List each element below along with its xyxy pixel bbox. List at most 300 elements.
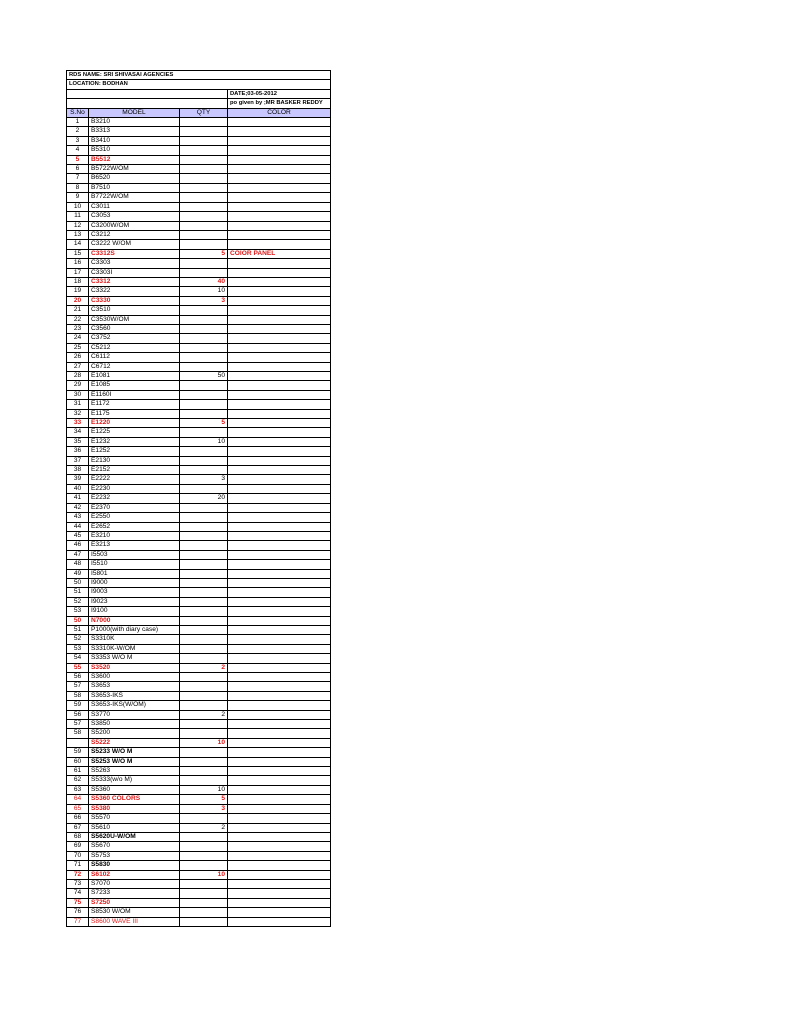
row-qty — [180, 607, 228, 616]
row-color — [228, 898, 331, 907]
row-model: C3330 — [89, 296, 180, 305]
row-color — [228, 710, 331, 719]
row-sno: 25 — [67, 343, 89, 352]
row-color — [228, 372, 331, 381]
row-color — [228, 578, 331, 587]
table-row — [67, 221, 331, 230]
row-qty: 3 — [180, 296, 228, 305]
row-qty — [180, 635, 228, 644]
row-sno: 72 — [67, 870, 89, 879]
row-model: S3310K-W/OM — [89, 644, 180, 653]
row-color — [228, 165, 331, 174]
row-color — [228, 541, 331, 550]
row-sno: 69 — [67, 842, 89, 851]
row-qty — [180, 466, 228, 475]
row-model: E3210 — [89, 531, 180, 540]
row-model: P1000(with diary case) — [89, 625, 180, 634]
table-row — [67, 654, 331, 663]
row-model: S5222 — [89, 738, 180, 747]
row-color — [228, 155, 331, 164]
row-qty — [180, 503, 228, 512]
row-sno: 61 — [67, 767, 89, 776]
row-color — [228, 174, 331, 183]
row-qty — [180, 729, 228, 738]
row-sno: 16 — [67, 259, 89, 268]
table-row — [67, 381, 331, 390]
row-sno: 53 — [67, 644, 89, 653]
row-sno: 67 — [67, 823, 89, 832]
row-model: E2152 — [89, 466, 180, 475]
row-sno: 63 — [67, 785, 89, 794]
row-color — [228, 456, 331, 465]
table-row — [67, 842, 331, 851]
row-color — [228, 654, 331, 663]
row-sno: 27 — [67, 362, 89, 371]
row-sno: 59 — [67, 701, 89, 710]
row-qty — [180, 691, 228, 700]
row-color — [228, 531, 331, 540]
location-row — [67, 80, 331, 89]
row-sno: 66 — [67, 814, 89, 823]
table-row — [67, 701, 331, 710]
rds-name-row — [67, 71, 331, 80]
row-color — [228, 277, 331, 286]
row-color — [228, 306, 331, 315]
row-qty — [180, 118, 228, 127]
table-row — [67, 447, 331, 456]
row-sno: 76 — [67, 908, 89, 917]
row-color — [228, 400, 331, 409]
row-sno: 45 — [67, 531, 89, 540]
row-sno: 37 — [67, 456, 89, 465]
row-model: I9023 — [89, 597, 180, 606]
row-sno: 60 — [67, 757, 89, 766]
row-model: C3212 — [89, 230, 180, 239]
row-color — [228, 720, 331, 729]
row-color — [228, 127, 331, 136]
row-qty: 40 — [180, 277, 228, 286]
row-qty: 3 — [180, 475, 228, 484]
row-sno: 75 — [67, 898, 89, 907]
row-model: S3600 — [89, 673, 180, 682]
row-sno: 8 — [67, 183, 89, 192]
row-model: S5610 — [89, 823, 180, 832]
row-qty — [180, 832, 228, 841]
row-color: COlOR PANEL — [228, 249, 331, 258]
table-row — [67, 814, 331, 823]
row-model: S8600 WAVE III — [89, 917, 180, 926]
row-model: S5830 — [89, 861, 180, 870]
row-qty — [180, 588, 228, 597]
row-sno: 21 — [67, 306, 89, 315]
row-sno: 62 — [67, 776, 89, 785]
row-model: N7000 — [89, 616, 180, 625]
table-row — [67, 296, 331, 305]
table-row — [67, 870, 331, 879]
row-model: S7233 — [89, 889, 180, 898]
row-sno: 24 — [67, 334, 89, 343]
row-qty — [180, 484, 228, 493]
table-row — [67, 682, 331, 691]
row-sno: 68 — [67, 832, 89, 841]
row-sno: 44 — [67, 522, 89, 531]
row-model: S3653 — [89, 682, 180, 691]
row-sno: 32 — [67, 409, 89, 418]
table-row — [67, 663, 331, 672]
row-sno: 36 — [67, 447, 89, 456]
row-model: I9000 — [89, 578, 180, 587]
row-qty: 10 — [180, 738, 228, 747]
row-model: E1175 — [89, 409, 180, 418]
row-model: E1252 — [89, 447, 180, 456]
table-row — [67, 635, 331, 644]
table-row — [67, 569, 331, 578]
row-color — [228, 616, 331, 625]
column-header-color: COLOR — [228, 108, 331, 117]
table-row — [67, 240, 331, 249]
row-model: S3653-IKS — [89, 691, 180, 700]
row-color — [228, 353, 331, 362]
row-qty — [180, 550, 228, 559]
row-qty — [180, 334, 228, 343]
row-color — [228, 644, 331, 653]
row-qty — [180, 616, 228, 625]
row-sno: 23 — [67, 324, 89, 333]
table-row — [67, 249, 331, 258]
row-sno — [67, 738, 89, 747]
row-sno: 41 — [67, 494, 89, 503]
row-color — [228, 221, 331, 230]
row-qty: 5 — [180, 419, 228, 428]
table-row — [67, 127, 331, 136]
row-qty — [180, 146, 228, 155]
table-row — [67, 522, 331, 531]
row-model: S3770 — [89, 710, 180, 719]
table-row — [67, 428, 331, 437]
row-qty — [180, 306, 228, 315]
row-color — [228, 334, 331, 343]
row-model: E2550 — [89, 513, 180, 522]
row-color — [228, 785, 331, 794]
table-row — [67, 484, 331, 493]
table-row — [67, 823, 331, 832]
row-qty — [180, 861, 228, 870]
table-row — [67, 597, 331, 606]
row-qty — [180, 174, 228, 183]
row-color — [228, 635, 331, 644]
row-sno: 30 — [67, 390, 89, 399]
row-color — [228, 917, 331, 926]
column-header-qty: QTY — [180, 108, 228, 117]
row-qty: 20 — [180, 494, 228, 503]
row-sno: 57 — [67, 682, 89, 691]
row-model: B3210 — [89, 118, 180, 127]
row-qty — [180, 898, 228, 907]
row-model: S5333(w/o M) — [89, 776, 180, 785]
table-row — [67, 588, 331, 597]
table-row — [67, 757, 331, 766]
table-row — [67, 625, 331, 634]
row-qty — [180, 381, 228, 390]
row-model: B6520 — [89, 174, 180, 183]
po-row — [67, 99, 331, 108]
table-row — [67, 372, 331, 381]
table-row — [67, 400, 331, 409]
table-row — [67, 889, 331, 898]
table-row — [67, 174, 331, 183]
row-qty — [180, 165, 228, 174]
row-color — [228, 861, 331, 870]
table-row — [67, 691, 331, 700]
row-model: S3653-IKS(W/OM) — [89, 701, 180, 710]
row-model: B7510 — [89, 183, 180, 192]
row-model: E1081 — [89, 372, 180, 381]
table-row — [67, 230, 331, 239]
row-qty — [180, 343, 228, 352]
row-color — [228, 419, 331, 428]
table-row — [67, 165, 331, 174]
row-color — [228, 776, 331, 785]
table-row — [67, 193, 331, 202]
row-model: B5310 — [89, 146, 180, 155]
row-sno: 46 — [67, 541, 89, 550]
row-sno: 34 — [67, 428, 89, 437]
row-model: E1225 — [89, 428, 180, 437]
row-color — [228, 183, 331, 192]
row-qty — [180, 701, 228, 710]
row-color — [228, 343, 331, 352]
row-model: S5233 W/O M — [89, 748, 180, 757]
row-model: E1160I — [89, 390, 180, 399]
row-color — [228, 324, 331, 333]
row-color — [228, 908, 331, 917]
row-color — [228, 240, 331, 249]
row-color — [228, 823, 331, 832]
row-qty — [180, 362, 228, 371]
row-qty — [180, 221, 228, 230]
row-model: E2222 — [89, 475, 180, 484]
row-qty: 50 — [180, 372, 228, 381]
row-model: S5253 W/O M — [89, 757, 180, 766]
row-qty — [180, 259, 228, 268]
table-row — [67, 851, 331, 860]
table-row — [67, 832, 331, 841]
column-header-row — [67, 108, 331, 117]
row-qty — [180, 682, 228, 691]
table-row — [67, 268, 331, 277]
row-qty — [180, 193, 228, 202]
row-qty — [180, 851, 228, 860]
row-sno: 22 — [67, 315, 89, 324]
table-row — [67, 673, 331, 682]
row-qty — [180, 212, 228, 221]
row-sno: 7 — [67, 174, 89, 183]
row-color — [228, 146, 331, 155]
row-model: S5360 COLORS — [89, 795, 180, 804]
row-model: S8530 W/OM — [89, 908, 180, 917]
row-qty — [180, 541, 228, 550]
table-row — [67, 212, 331, 221]
row-qty — [180, 879, 228, 888]
order-date: DATE;03-05-2012 — [228, 89, 331, 98]
row-sno: 64 — [67, 795, 89, 804]
row-model: C3011 — [89, 202, 180, 211]
row-sno: 28 — [67, 372, 89, 381]
row-qty: 10 — [180, 437, 228, 446]
row-sno: 9 — [67, 193, 89, 202]
row-color — [228, 230, 331, 239]
row-qty — [180, 456, 228, 465]
row-qty — [180, 324, 228, 333]
row-model: S7070 — [89, 879, 180, 888]
table-row — [67, 616, 331, 625]
table-row — [67, 908, 331, 917]
row-model: S5200 — [89, 729, 180, 738]
row-sno: 6 — [67, 165, 89, 174]
table-row — [67, 362, 331, 371]
row-sno: 53 — [67, 607, 89, 616]
row-qty — [180, 767, 228, 776]
row-model: S5670 — [89, 842, 180, 851]
column-header-model: MODEL — [89, 108, 180, 117]
row-color — [228, 362, 331, 371]
row-color — [228, 513, 331, 522]
order-sheet — [66, 70, 330, 927]
row-qty — [180, 183, 228, 192]
row-qty — [180, 842, 228, 851]
row-sno: 31 — [67, 400, 89, 409]
row-model: S5570 — [89, 814, 180, 823]
row-sno: 38 — [67, 466, 89, 475]
row-model: B5512 — [89, 155, 180, 164]
row-qty: 10 — [180, 870, 228, 879]
row-sno: 52 — [67, 635, 89, 644]
row-sno: 3 — [67, 136, 89, 145]
row-sno: 50 — [67, 616, 89, 625]
row-qty — [180, 240, 228, 249]
column-header-sno: S.No — [67, 108, 89, 117]
row-color — [228, 212, 331, 221]
row-model: I9100 — [89, 607, 180, 616]
row-sno: 11 — [67, 212, 89, 221]
table-row — [67, 550, 331, 559]
row-color — [228, 428, 331, 437]
row-model: C3222 W/OM — [89, 240, 180, 249]
row-color — [228, 691, 331, 700]
row-sno: 51 — [67, 588, 89, 597]
row-sno: 4 — [67, 146, 89, 155]
row-qty — [180, 625, 228, 634]
row-model: S5620U-W/OM — [89, 832, 180, 841]
row-qty — [180, 531, 228, 540]
table-row — [67, 767, 331, 776]
table-row — [67, 861, 331, 870]
row-color — [228, 268, 331, 277]
row-qty — [180, 230, 228, 239]
table-row — [67, 879, 331, 888]
row-qty: 10 — [180, 287, 228, 296]
row-color — [228, 851, 331, 860]
table-row — [67, 456, 331, 465]
location: LOCATION: BODHAN — [67, 80, 331, 89]
table-row — [67, 475, 331, 484]
row-sno: 33 — [67, 419, 89, 428]
row-sno: 12 — [67, 221, 89, 230]
row-qty — [180, 644, 228, 653]
row-color — [228, 832, 331, 841]
row-sno: 59 — [67, 748, 89, 757]
row-model: S3520 — [89, 663, 180, 672]
table-row — [67, 437, 331, 446]
row-model: C3510 — [89, 306, 180, 315]
row-qty — [180, 578, 228, 587]
row-color — [228, 447, 331, 456]
row-color — [228, 625, 331, 634]
row-sno: 40 — [67, 484, 89, 493]
row-qty: 5 — [180, 795, 228, 804]
table-row — [67, 710, 331, 719]
row-model: E1232 — [89, 437, 180, 446]
table-row — [67, 183, 331, 192]
table-row — [67, 334, 331, 343]
row-color — [228, 682, 331, 691]
table-row — [67, 644, 331, 653]
row-model: I5503 — [89, 550, 180, 559]
row-qty: 10 — [180, 785, 228, 794]
table-row — [67, 353, 331, 362]
row-color — [228, 475, 331, 484]
row-qty — [180, 720, 228, 729]
table-row — [67, 419, 331, 428]
table-row — [67, 729, 331, 738]
row-sno: 49 — [67, 569, 89, 578]
row-color — [228, 136, 331, 145]
row-color — [228, 673, 331, 682]
row-qty — [180, 447, 228, 456]
table-row — [67, 277, 331, 286]
row-qty — [180, 908, 228, 917]
table-row — [67, 917, 331, 926]
row-color — [228, 550, 331, 559]
row-sno: 77 — [67, 917, 89, 926]
row-qty — [180, 315, 228, 324]
row-model: C3312S — [89, 249, 180, 258]
row-qty: 5 — [180, 249, 228, 258]
row-qty — [180, 428, 228, 437]
row-model: S5263 — [89, 767, 180, 776]
table-row — [67, 287, 331, 296]
row-sno: 29 — [67, 381, 89, 390]
row-qty — [180, 400, 228, 409]
row-color — [228, 597, 331, 606]
row-model: C6712 — [89, 362, 180, 371]
table-row — [67, 324, 331, 333]
row-color — [228, 409, 331, 418]
row-model: C3200W/OM — [89, 221, 180, 230]
row-model: C3530W/OM — [89, 315, 180, 324]
table-row — [67, 259, 331, 268]
row-color — [228, 560, 331, 569]
row-model: C3322 — [89, 287, 180, 296]
row-model: C3053 — [89, 212, 180, 221]
row-sno: 56 — [67, 710, 89, 719]
row-model: E1085 — [89, 381, 180, 390]
row-color — [228, 522, 331, 531]
row-color — [228, 503, 331, 512]
row-qty — [180, 560, 228, 569]
row-model: E3213 — [89, 541, 180, 550]
row-sno: 50 — [67, 578, 89, 587]
